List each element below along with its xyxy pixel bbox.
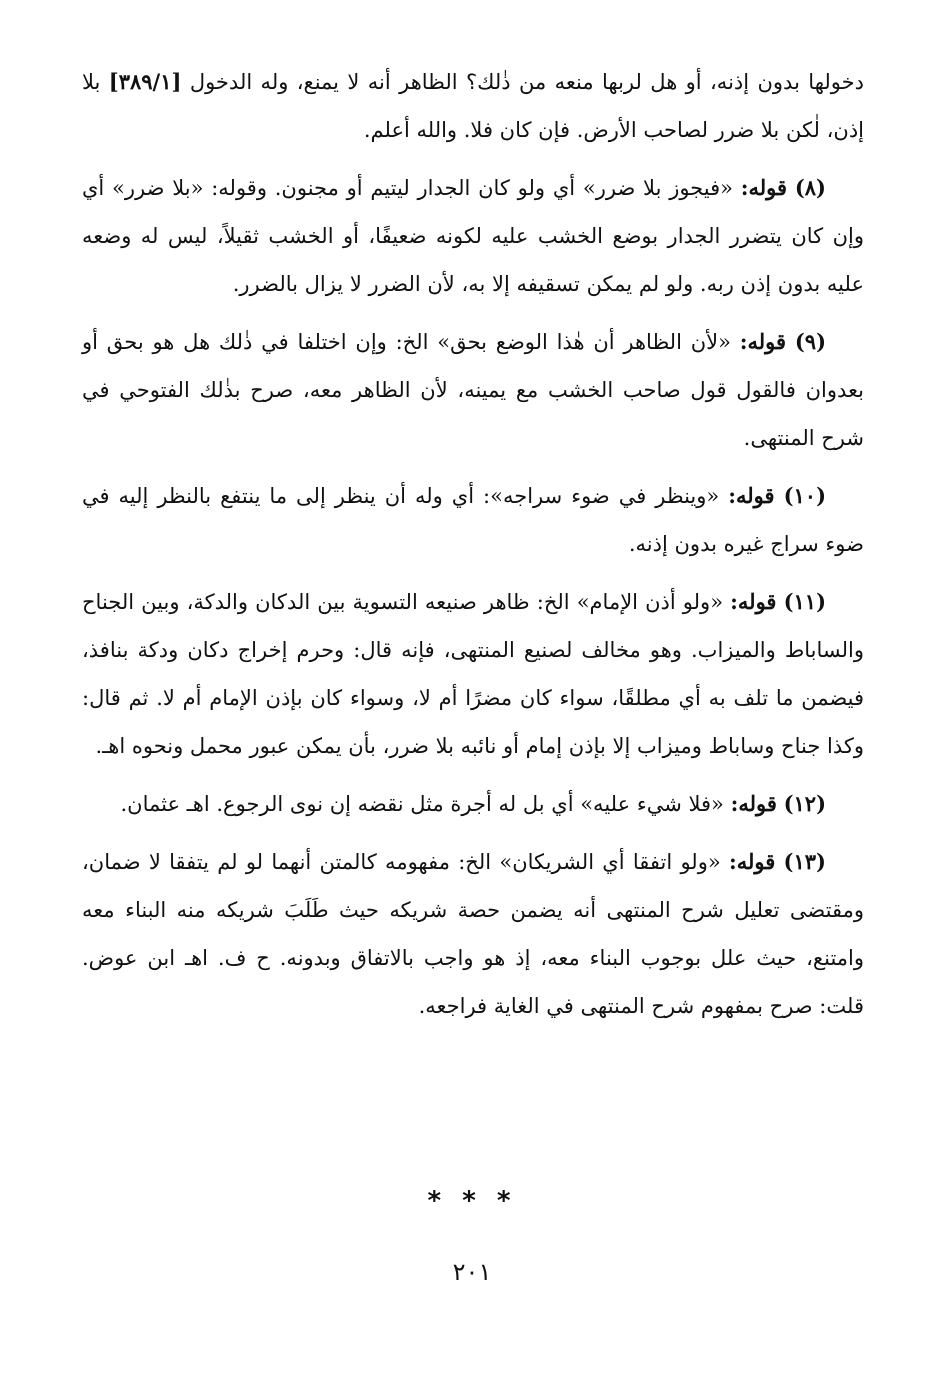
page-number: ٢٠١ — [452, 1258, 492, 1286]
page-reference: [٣٨٩/١] — [108, 69, 182, 94]
section-separator: * * * — [427, 1186, 517, 1216]
footnote-keyword: قوله: — [740, 175, 788, 200]
footnote-9 — [82, 318, 864, 462]
footnote-keyword: قوله: — [730, 791, 777, 816]
footnote-13 — [82, 838, 864, 1030]
footnote-12 — [82, 780, 864, 828]
page-body — [82, 58, 864, 1040]
footnote-text: «وينظر في ضوء سراجه»: أي وله أن ينظر إلى ما ينتفع بالنظر إليه في ضوء سراج غيره بدون إذنه. — [82, 484, 864, 556]
footnote-text: «لأن الظاهر أن هٰذا الوضع بحق» الخ: وإن اختلفا في ذٰلك هل هو بحق أو بعدوان فالقول قول صاحب الخشب مع يمينه، لأن الظاهر معه، صرح بذٰلك الفتوحي في شرح المنتهى. — [82, 330, 864, 450]
footnote-number: (١٢) — [783, 791, 826, 816]
footnote-number: (١١) — [783, 589, 826, 614]
paragraph-text-after: بلا إذن، لٰكن بلا ضرر لصاحب الأرض. فإن كان فلا. والله أعلم. — [82, 70, 864, 142]
footnote-text: «ولو اتفقا أي الشريكان» الخ: مفهومه كالمتن أنهما لو لم يتفقا لا ضمان، ومقتضى تعليل شرح المنتهى أنه يضمن حصة شريكه حيث طَلَبَ شريكه منه البناء معه وامتنع، حيث علل بوجوب البناء معه، إذ هو واجب بالاتفاق وبدونه. ح ف. اهـ ابن عوض. قلت: صرح بمفهوم شرح المنتهى في الغاية فراجعه. — [82, 850, 864, 1018]
footnote-11 — [82, 578, 864, 770]
footnote-number: (١٠) — [783, 483, 826, 508]
footnote-text: «فلا شيء عليه» أي بل له أجرة مثل نقضه إن نوى الرجوع. اهـ عثمان. — [120, 792, 724, 816]
footnote-text: «فيجوز بلا ضرر» أي ولو كان الجدار ليتيم أو مجنون. وقوله: «بلا ضرر» أي وإن كان يتضرر الجدار بوضع الخشب عليه لكونه ضعيفًا، أو الخشب ثقيلاً، ليس له وضعه عليه بدون إذن ربه. ولو لم يمكن تسقيفه إلا به، لأن الضرر لا يزال بالضرر. — [82, 176, 864, 296]
footnote-keyword: قوله: — [739, 329, 787, 354]
footnote-10 — [82, 472, 864, 568]
footnote-keyword: قوله: — [728, 483, 775, 508]
footnote-number: (٩) — [794, 329, 826, 354]
footnote-keyword: قوله: — [730, 589, 777, 614]
footnote-text: «ولو أذن الإمام» الخ: ظاهر صنيعه التسوية بين الدكان والدكة، وبين الجناح والساباط والميزاب. وهو مخالف لصنيع المنتهى، فإنه قال: وحرم إخراج دكان ودكة بنافذ، فيضمن ما تلف به أي مطلقًا، سواء كان مضرًا أم لا، وسواء كان بإذن الإمام أم لا. ثم قال: وكذا جناح وساباط وميزاب إلا بإذن إمام أو نائبه بلا ضرر، بأن يمكن عبور محمل ونحوه اهـ. — [82, 590, 864, 758]
footnote-number: (١٣) — [783, 849, 826, 874]
paragraph-text: دخولها بدون إذنه، أو هل لربها منعه من ذٰلك؟ الظاهر أنه لا يمنع، وله الدخول — [189, 70, 864, 94]
footnote-number: (٨) — [794, 175, 826, 200]
footnote-8 — [82, 164, 864, 308]
footnote-keyword: قوله: — [728, 849, 776, 874]
paragraph-continuation — [82, 58, 864, 154]
